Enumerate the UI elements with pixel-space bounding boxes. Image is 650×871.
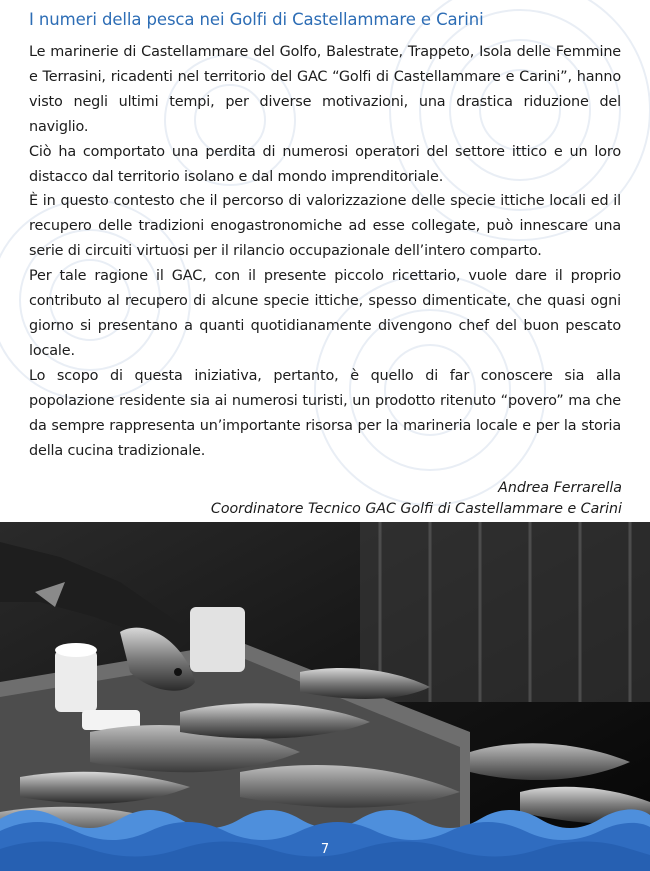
signature-block	[211, 478, 622, 520]
article-body	[29, 40, 621, 463]
page-title: I numeri della pesca nei Golfi di Castellammare e Carini	[29, 10, 484, 29]
paragraph: È in questo contesto che il percorso di valorizzazione delle specie ittiche locali ed il recupero delle tradizioni enogastronomiche ad esse collegate, può innescare una serie di circuiti virtuosi per il rilancio occupazionale dell’intero comparto.	[29, 193, 621, 260]
signature-role: Coordinatore Tecnico GAC Golfi di Castellammare e Carini	[210, 501, 622, 517]
paragraph: Lo scopo di questa iniziativa, pertanto, è quello di far conoscere sia alla popolazione residente sia ai numerosi turisti, un prodotto ritenuto “povero” ma che da sempre rappresenta un’importante risorsa per la marineria locale e per la storia della cucina tradizionale.	[29, 367, 621, 459]
paragraph: Ciò ha comportato una perdita di numerosi operatori del settore ittico e un loro distacco dal territorio isolano e dal mondo imprenditoriale.	[29, 143, 621, 185]
signature-name: Andrea Ferrarella	[498, 480, 622, 496]
page-number: 7	[320, 842, 330, 857]
waves-decoration	[0, 805, 650, 871]
paragraph: Le marinerie di Castellammare del Golfo, Balestrate, Trappeto, Isola delle Femmine e Terrasini, ricadenti nel territorio del GAC “Golfi di Castellammare e Carini”, hanno visto negli ultimi tempi, per diverse motivazioni, una drastica riduzione del naviglio.	[29, 44, 621, 135]
paragraph: Per tale ragione il GAC, con il presente piccolo ricettario, vuole dare il proprio contributo al recupero di alcune specie ittiche, spesso dimenticate, che quasi ogni giorno si presentano a quanti quotidianamente divengono chef del buon pescato locale.	[29, 268, 621, 359]
